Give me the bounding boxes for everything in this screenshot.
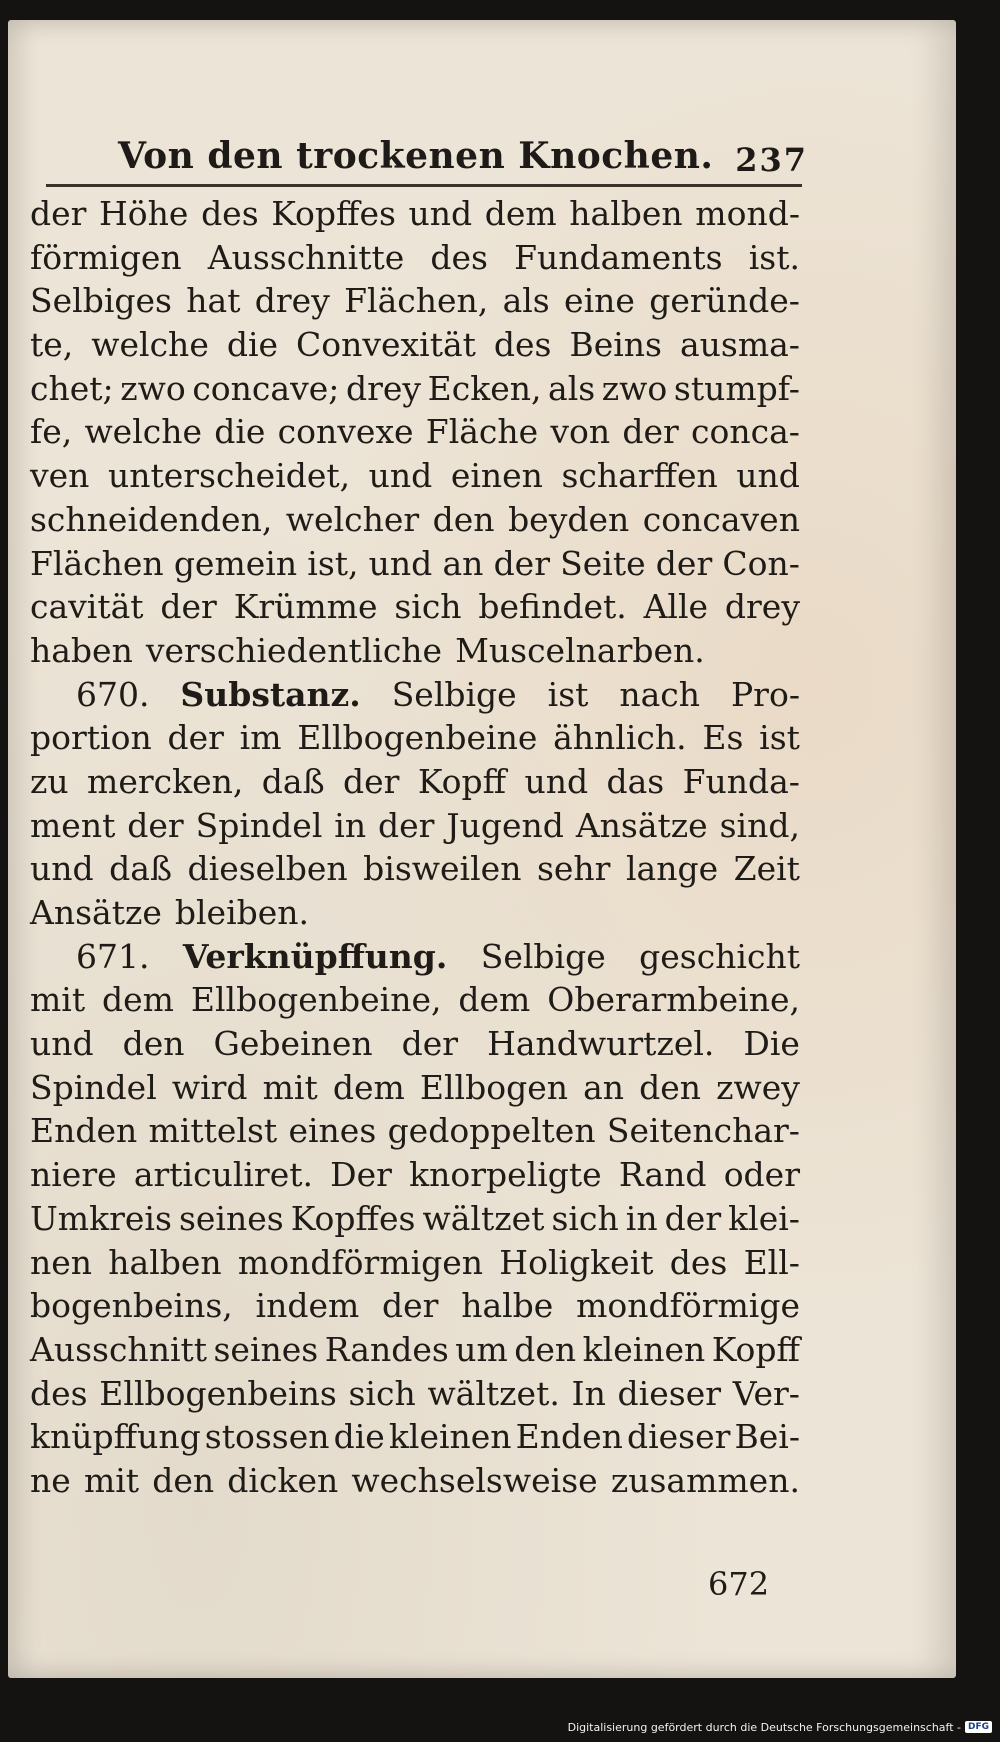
- word: bisweilen: [363, 849, 522, 889]
- word: Handwurtzel.: [487, 1024, 715, 1064]
- word: halben: [108, 1242, 222, 1282]
- word: der: [664, 1198, 722, 1238]
- word: concave;: [192, 368, 340, 408]
- word: welcher: [285, 499, 420, 539]
- word: eines: [288, 1111, 377, 1151]
- word: in: [625, 1198, 658, 1238]
- word: des: [201, 194, 259, 233]
- word: unterscheidet,: [107, 456, 351, 496]
- word: in: [334, 805, 367, 845]
- word: dem: [484, 194, 557, 233]
- word: Flächen,: [344, 281, 489, 321]
- text-line: [30, 1022, 800, 1066]
- word: sich: [551, 1198, 619, 1238]
- word: zwo: [120, 368, 186, 408]
- word: Selbiges: [30, 281, 172, 321]
- word: Randes: [324, 1329, 449, 1369]
- word: und: [368, 456, 433, 496]
- word: und: [736, 456, 800, 496]
- word: Gebeinen: [213, 1024, 373, 1064]
- word: der: [622, 412, 679, 452]
- word: Selbige: [391, 674, 517, 714]
- word: welche: [91, 325, 209, 365]
- text-line: [30, 891, 800, 935]
- word: befindet.: [478, 587, 627, 627]
- text-line: [30, 673, 800, 717]
- word: Der: [330, 1155, 392, 1195]
- word: welche: [84, 412, 203, 452]
- word: verschiedentliche: [145, 630, 443, 670]
- word: Pro-: [730, 674, 800, 714]
- word: gedoppelten: [387, 1111, 596, 1151]
- word: concaven: [642, 499, 800, 539]
- word: indem: [255, 1286, 360, 1326]
- word: des: [493, 325, 552, 365]
- word: Rand: [618, 1155, 707, 1195]
- word: mondförmige: [576, 1286, 800, 1326]
- word: Selbige: [480, 936, 606, 976]
- text-line: [30, 1241, 800, 1285]
- word: te,: [30, 325, 74, 365]
- word: dem: [332, 1067, 405, 1107]
- word: Ansätze: [575, 805, 708, 845]
- text-line: [30, 804, 800, 848]
- word: dem: [102, 980, 174, 1020]
- word: zwo: [601, 368, 668, 408]
- word: Kopff: [417, 761, 507, 801]
- word: articuliret.: [133, 1155, 313, 1195]
- word: Ver-: [732, 1373, 800, 1413]
- word: zwey: [716, 1067, 800, 1107]
- word: drey: [254, 281, 330, 321]
- text-line: [30, 716, 800, 760]
- word: Ellbogenbeine: [297, 718, 538, 758]
- text-line: [30, 1415, 800, 1459]
- word: ist: [547, 674, 589, 714]
- word: dieser: [626, 1417, 731, 1457]
- word: der: [127, 805, 184, 845]
- word: Spindel: [195, 805, 323, 845]
- word: Beins: [569, 325, 662, 365]
- word: Enden: [515, 1417, 623, 1457]
- catchword: 672: [708, 1565, 770, 1603]
- word: Die: [743, 1024, 800, 1064]
- text-line: [30, 1153, 800, 1197]
- word: Seite: [560, 543, 646, 583]
- page-header: [108, 125, 808, 185]
- word: den: [514, 1329, 577, 1369]
- word: mit: [30, 980, 86, 1020]
- word: Jugend: [446, 805, 564, 845]
- text-line: [30, 1066, 800, 1110]
- word: klei-: [728, 1198, 800, 1238]
- word: chet;: [30, 368, 114, 408]
- word: Zeit: [733, 849, 800, 889]
- text-line: [30, 847, 800, 891]
- word: die: [333, 1417, 385, 1457]
- word: kleinen: [388, 1417, 512, 1457]
- text-line: [30, 760, 800, 804]
- word: das: [606, 761, 665, 801]
- word: Muscelnarben.: [455, 630, 705, 670]
- section-heading-word: Substanz.: [180, 674, 361, 714]
- word: ist: [759, 718, 800, 758]
- word: gemein: [173, 543, 298, 583]
- word: sich: [394, 587, 462, 627]
- word: In: [571, 1373, 606, 1413]
- word: Enden: [30, 1111, 138, 1151]
- text-line: [30, 1284, 800, 1328]
- word: Ecken,: [427, 368, 542, 408]
- word: seines: [213, 1329, 319, 1369]
- word: Fundaments: [514, 237, 723, 277]
- word: Spindel: [30, 1067, 157, 1107]
- word: als: [548, 368, 596, 408]
- dfg-logo: DFG: [965, 1721, 992, 1733]
- word: mond-: [695, 194, 800, 233]
- word: und: [524, 761, 589, 801]
- word: Convexität: [296, 325, 476, 365]
- word: ment: [30, 805, 116, 845]
- word: der: [160, 587, 217, 627]
- word: Kopffes: [290, 1198, 416, 1238]
- word: Ansätze: [30, 893, 162, 932]
- word: convexe: [277, 412, 414, 452]
- word: und: [368, 543, 433, 583]
- text-line: [30, 1372, 800, 1416]
- word: ist,: [307, 543, 359, 583]
- word: drey: [724, 587, 800, 627]
- word: des: [30, 1373, 88, 1413]
- word: der: [382, 1286, 439, 1326]
- word: Krümme: [233, 587, 378, 627]
- word: wältzet.: [427, 1373, 560, 1413]
- word: der: [343, 761, 400, 801]
- word: Es: [702, 718, 744, 758]
- text-line: [30, 279, 800, 323]
- word: ähnlich.: [553, 718, 687, 758]
- word: Oberarmbeine,: [547, 980, 800, 1020]
- word: ausma-: [679, 325, 800, 365]
- word: nach: [619, 674, 701, 714]
- word: wältzet: [422, 1198, 545, 1238]
- word: dicken: [227, 1460, 339, 1500]
- word: Ausschnitte: [207, 237, 405, 277]
- word: fe,: [30, 412, 73, 452]
- word: daß: [261, 761, 325, 801]
- word: sehr: [536, 849, 611, 889]
- word: wechselsweise: [351, 1460, 598, 1500]
- word: halbe: [461, 1286, 554, 1326]
- word: an: [583, 1067, 625, 1107]
- page-number: 237: [735, 141, 808, 179]
- word: hat: [186, 281, 241, 321]
- word: conca-: [691, 412, 800, 452]
- word: förmigen: [30, 237, 182, 277]
- word: sind,: [719, 805, 800, 845]
- text-line: [30, 236, 800, 280]
- text-line: [30, 1197, 800, 1241]
- text-line: [30, 498, 800, 542]
- word: und: [30, 1024, 94, 1064]
- word: Höhe: [99, 194, 189, 233]
- word: mit: [83, 1460, 140, 1500]
- word: Funda-: [682, 761, 800, 801]
- running-title: Von den trockenen Knochen.: [118, 135, 714, 177]
- word: eine: [564, 281, 635, 321]
- word: Seitenchar-: [606, 1111, 800, 1151]
- word: bogenbeins,: [30, 1286, 233, 1326]
- word: Kopff: [711, 1329, 800, 1369]
- word: Ausschnitt: [30, 1329, 208, 1369]
- text-line: [30, 1109, 800, 1153]
- text-line: [30, 978, 800, 1022]
- section-heading-word: Verknüpffung.: [182, 936, 448, 976]
- word: der: [167, 718, 224, 758]
- word: einen: [450, 456, 543, 496]
- word: kleinen: [582, 1329, 706, 1369]
- word: Holigkeit: [499, 1242, 654, 1282]
- header-rule: [46, 184, 802, 187]
- word: im: [239, 718, 282, 758]
- word: zusammen.: [610, 1460, 800, 1500]
- word: oder: [723, 1155, 800, 1195]
- word: stossen: [204, 1417, 330, 1457]
- word: des: [669, 1242, 728, 1282]
- text-line: [30, 935, 800, 979]
- word: ne: [30, 1460, 71, 1500]
- word: drey: [345, 368, 422, 408]
- text-line: [30, 542, 800, 586]
- word: die: [226, 325, 279, 365]
- word: den: [639, 1067, 702, 1107]
- word: mit: [262, 1067, 318, 1107]
- word: Con-: [722, 543, 800, 583]
- body-text: [30, 192, 800, 1503]
- word: Bei-: [734, 1417, 800, 1457]
- word: nen: [30, 1242, 93, 1282]
- word: zu: [30, 761, 69, 801]
- word: an: [442, 543, 484, 583]
- word: niere: [30, 1155, 117, 1195]
- text-line: [30, 323, 800, 367]
- word: den: [432, 499, 495, 539]
- text-line: [30, 192, 800, 236]
- word: knorpeligte: [409, 1155, 602, 1195]
- text-line: [30, 585, 800, 629]
- word: sich: [348, 1373, 416, 1413]
- word: Flächen: [30, 543, 164, 583]
- word: dieselben: [187, 849, 348, 889]
- word: beyden: [508, 499, 630, 539]
- word: knüpffung: [30, 1417, 201, 1457]
- text-line: [30, 1328, 800, 1372]
- word: ven: [30, 456, 90, 496]
- word: dieser: [617, 1373, 721, 1413]
- word: bleiben.: [174, 893, 310, 932]
- word: wird: [171, 1067, 248, 1107]
- word: portion: [30, 718, 152, 758]
- word: und: [408, 194, 473, 233]
- word: seines: [178, 1198, 284, 1238]
- text-line: [30, 629, 800, 673]
- word: Ellbogen: [419, 1067, 568, 1107]
- word: Ellbogenbeine,: [190, 980, 442, 1020]
- word: der: [401, 1024, 459, 1064]
- word: den: [152, 1460, 215, 1500]
- word: Ell-: [743, 1242, 800, 1282]
- word: Umkreis: [30, 1198, 172, 1238]
- word: die: [214, 412, 266, 452]
- word: Ellbogenbeins: [99, 1373, 337, 1413]
- word: haben: [30, 630, 133, 670]
- word: ist.: [748, 237, 800, 277]
- word: 671.: [76, 936, 150, 976]
- text-line: [30, 454, 800, 498]
- word: mercken,: [87, 761, 244, 801]
- word: von: [550, 412, 611, 452]
- word: der: [655, 543, 713, 583]
- text-line: [30, 367, 800, 411]
- word: mittelst: [148, 1111, 278, 1151]
- word: den: [122, 1024, 185, 1064]
- word: geschicht: [639, 936, 800, 976]
- text-line: [30, 410, 800, 454]
- word: Kopffes: [271, 194, 396, 233]
- word: der: [493, 543, 550, 583]
- word: schneidenden,: [30, 499, 273, 539]
- word: und: [30, 849, 94, 889]
- word: der: [378, 805, 435, 845]
- digitization-footer: [568, 1718, 992, 1736]
- word: 670.: [76, 674, 150, 714]
- word: scharffen: [561, 456, 718, 496]
- word: als: [502, 281, 550, 321]
- word: halben: [569, 194, 683, 233]
- word: dem: [458, 980, 531, 1020]
- word: Alle: [643, 587, 709, 627]
- word: Fläche: [425, 412, 539, 452]
- word: geründe-: [649, 281, 800, 321]
- footer-credit: Digitalisierung gefördert durch die Deutsche Forschungsgemeinschaft -: [567, 1720, 961, 1734]
- word: des: [430, 237, 488, 277]
- book-page: [8, 20, 956, 1678]
- word: um: [455, 1329, 508, 1369]
- word: lange: [625, 849, 719, 889]
- text-line: [30, 1459, 800, 1503]
- word: daß: [109, 849, 172, 889]
- word: cavität: [30, 587, 144, 627]
- word: stumpf-: [673, 368, 800, 408]
- word: mondförmigen: [237, 1242, 484, 1282]
- word: der: [30, 194, 87, 233]
